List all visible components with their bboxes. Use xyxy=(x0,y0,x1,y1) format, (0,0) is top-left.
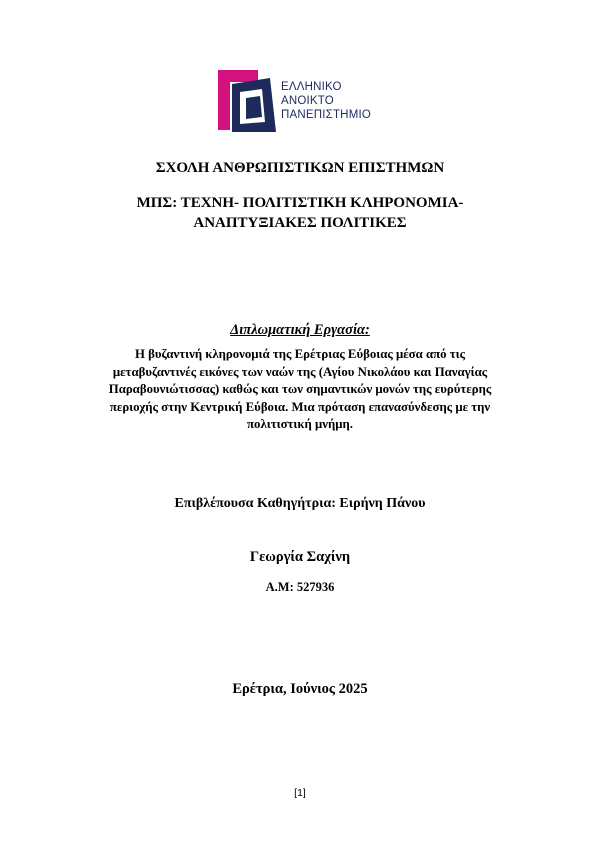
logo-line-1: ΕΛΛΗΝΙΚΟ xyxy=(281,81,342,93)
thesis-title-line-4: περιοχής στην Κεντρική Εύβοια. Μια πρόταση επανασύνδεσης με την xyxy=(109,399,491,414)
page-number: [1] xyxy=(294,787,306,799)
student-id: Α.Μ: 527936 xyxy=(265,580,335,594)
school-name: ΣΧΟΛΗ ΑΝΘΡΩΠΙΣΤΙΚΩΝ ΕΠΙΣΤΗΜΩΝ xyxy=(155,160,445,176)
thesis-label: Διπλωματική Εργασία: xyxy=(230,322,370,338)
program-line-1: ΜΠΣ: ΤΕΧΝΗ- ΠΟΛΙΤΙΣΤΙΚΗ ΚΛΗΡΟΝΟΜΙΑ- xyxy=(136,195,464,211)
university-logo-text xyxy=(281,80,371,122)
place-date: Ερέτρια, Ιούνιος 2025 xyxy=(232,681,368,697)
university-logo xyxy=(218,70,398,134)
author-name: Γεωργία Σαχίνη xyxy=(249,549,351,565)
thesis-title xyxy=(90,346,510,434)
thesis-title-line-2: μεταβυζαντινές εικόνες των ναών της (Αγίου Νικολάου και Παναγίας xyxy=(112,364,488,379)
program-line-2: ΑΝΑΠΤΥΞΙΑΚΕΣ ΠΟΛΙΤΙΚΕΣ xyxy=(193,215,407,231)
thesis-title-line-3: Παραβουνιώτισσας) καθώς και των σημαντικών μονών της ευρύτερης xyxy=(108,382,492,396)
logo-line-2: ΑΝΟΙΚΤΟ xyxy=(281,95,334,107)
program-name xyxy=(0,193,600,233)
thesis-title-line-1: Η βυζαντινή κληρονομιά της Ερέτριας Εύβοιας μέσα από τις xyxy=(134,347,465,361)
logo-line-3: ΠΑΝΕΠΙΣΤΗΜΙΟ xyxy=(281,109,372,121)
supervisor: Επιβλέπουσα Καθηγήτρια: Ειρήνη Πάνου xyxy=(174,496,426,511)
university-logo-mark xyxy=(218,70,278,134)
thesis-title-line-5: πολιτιστική μνήμη. xyxy=(247,417,353,431)
